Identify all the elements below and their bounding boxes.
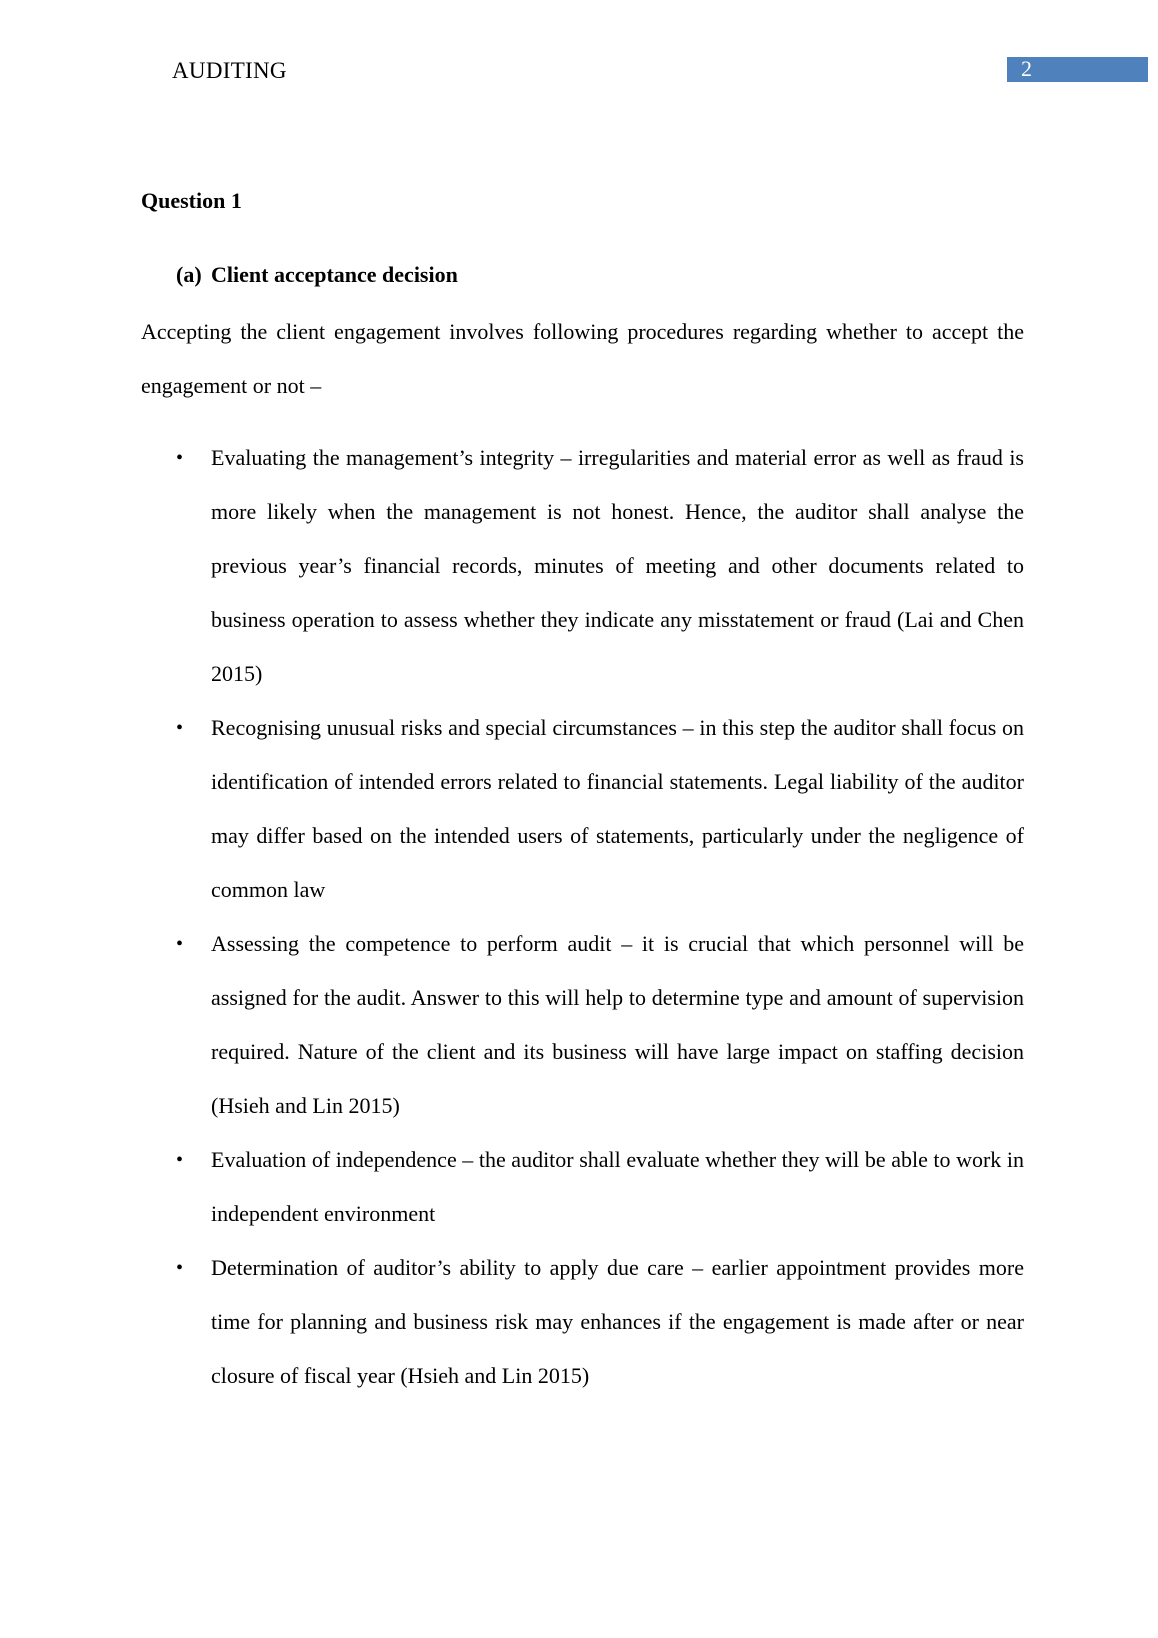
procedure-text: Evaluation of independence – the auditor shall evaluate whether they will be able to work in independent environment	[211, 1147, 1024, 1226]
procedure-item-management-integrity	[176, 431, 1024, 701]
bullet-icon: •	[176, 447, 184, 469]
page-number: 2	[1021, 56, 1032, 81]
procedure-item-due-care	[176, 1241, 1024, 1403]
section-heading	[176, 260, 458, 290]
procedure-item-unusual-risks	[176, 701, 1024, 917]
procedure-text: Recognising unusual risks and special circumstances – in this step the auditor shall focus on identification of intended errors related to financial statements. Legal liability of the auditor may differ based on the intended users of statements, particularly under the negligence of common law	[211, 715, 1024, 902]
bullet-icon: •	[176, 933, 184, 955]
section-marker: (a)	[176, 262, 202, 287]
running-header-title: AUDITING	[172, 58, 287, 83]
procedure-text: Assessing the competence to perform audit – it is crucial that which personnel will be assigned for the audit. Answer to this will help to determine type and amount of supervision required. Nature of the client and its business will have large impact on staffing decision (Hsieh and Lin 2015)	[211, 931, 1024, 1118]
procedure-item-competence	[176, 917, 1024, 1133]
procedure-text: Evaluating the management’s integrity – irregularities and material error as well as fraud is more likely when the management is not honest. Hence, the auditor shall analyse the previous year’s financial records, minutes of meeting and other documents related to business operation to assess whether they indicate any misstatement or fraud (Lai and Chen 2015)	[211, 445, 1024, 686]
intro-paragraph: Accepting the client engagement involves following procedures regarding whether to accept the engagement or not –	[141, 319, 1024, 398]
page-number-box	[1007, 57, 1148, 82]
procedure-item-independence	[176, 1133, 1024, 1241]
bullet-icon: •	[176, 1149, 184, 1171]
section-title: Client acceptance decision	[211, 262, 458, 287]
question-heading: Question 1	[141, 188, 242, 213]
bullet-icon: •	[176, 717, 184, 739]
bullet-icon: •	[176, 1257, 184, 1279]
procedure-list	[176, 431, 1024, 1403]
procedure-text: Determination of auditor’s ability to apply due care – earlier appointment provides more time for planning and business risk may enhances if the engagement is made after or near closure of fiscal year (Hsieh and Lin 2015)	[211, 1255, 1024, 1388]
